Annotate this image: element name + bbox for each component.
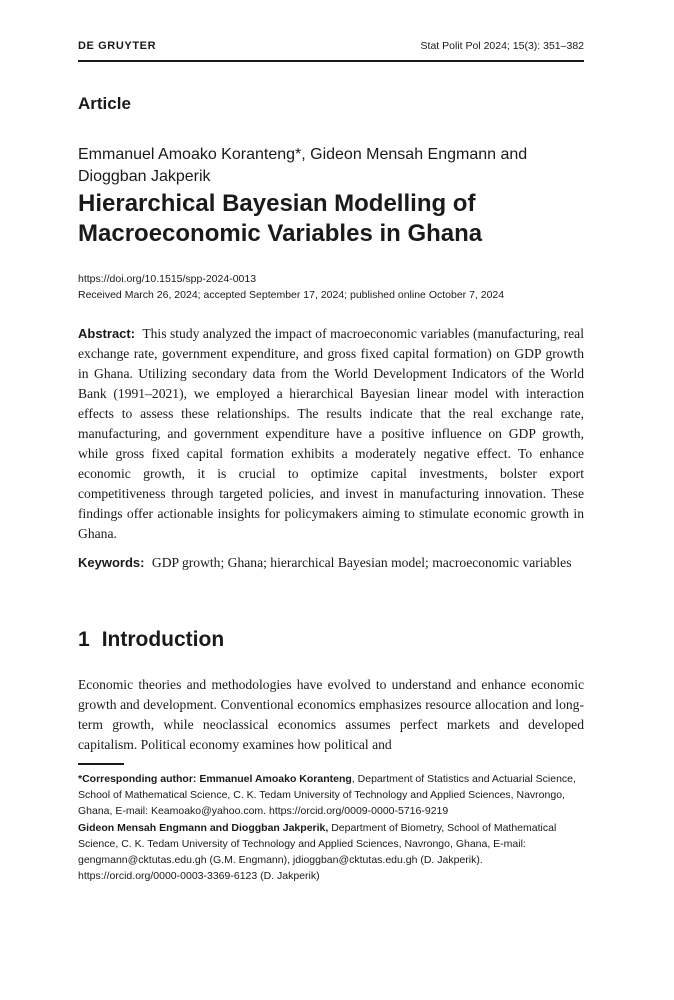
abstract-label: Abstract: [78, 326, 136, 341]
footnote-divider [78, 763, 124, 765]
coauthors-label: Gideon Mensah Engmann and Dioggban Jakperik, [78, 821, 329, 834]
abstract [78, 324, 584, 544]
publication-dates: Received March 26, 2024; accepted September 17, 2024; published online October 7, 2024 [78, 289, 505, 301]
publisher-name: DE GRUYTER [78, 40, 157, 52]
article-type-label: Article [78, 94, 131, 113]
doi-link[interactable]: https://doi.org/10.1515/spp-2024-0013 [78, 273, 257, 285]
corresponding-author-details: , Department of Statistics and Actuarial Science, School of Mathematical Science, C. K. Tedam University of Technology and Applied Sciences, Navrongo, Ghana, E-mail: Keamoako@yahoo.com. https://orcid.org/0009-0000-5716-9219 [78, 773, 576, 818]
abstract-text: This study analyzed the impact of macroeconomic variables (manufacturing, real exchange rate, government expenditure, and gross fixed capital formation) on GDP growth in Ghana. Utilizing secondary data from the World Development Indicators of the World Bank (1991–2021), we employed a hierarchical Bayesian linear model with interaction effects to assess these relationships. The results indicate that the real exchange rate, manufacturing, and government expenditure have a positive influence on GDP growth, while gross fixed capital formation exhibits a moderately negative effect. To enhance economic growth, it is crucial to optimize capital investments, bolster export competitiveness through targeted policies, and invest in manufacturing innovation. These findings offer actionable insights for policymakers aiming to stimulate economic growth in Ghana. [78, 326, 584, 541]
title-line-1: Hierarchical Bayesian Modelling of [78, 190, 476, 217]
coauthors-note [78, 820, 584, 885]
journal-citation: Stat Polit Pol 2024; 15(3): 351–382 [420, 40, 584, 52]
section-heading [78, 628, 224, 652]
keywords [78, 553, 584, 573]
article-title [78, 189, 584, 249]
running-header [78, 40, 584, 62]
article-metadata [78, 271, 584, 303]
coauthors-details: Department of Biometry, School of Mathematical Science, C. K. Tedam University of Technology and Applied Sciences, Navrongo, Ghana, E-mail: gengmann@cktutas.edu.gh (G.M. Engmann), jdioggban@cktutas.edu.gh (D. Jakperik). https://orcid.org/0000-0003-3369-6123 (D. Jakperik) [78, 821, 557, 883]
keywords-label: Keywords: [78, 555, 145, 570]
section-title: Introduction [101, 628, 225, 651]
footnotes [78, 771, 584, 884]
keywords-text: GDP growth; Ghana; hierarchical Bayesian model; macroeconomic variables [151, 555, 572, 570]
title-line-2: Macroeconomic Variables in Ghana [78, 220, 483, 247]
intro-paragraph: Economic theories and methodologies have evolved to understand and enhance economic growth and development. Conventional economics emphasizes resource allocation and long-term growth, while neoclassical economics assumes perfect markets and developed capitalism. Political economy examines how political and [78, 677, 584, 752]
corresponding-author-note [78, 771, 584, 820]
author-list: Emmanuel Amoako Koranteng*, Gideon Mensah Engmann and Dioggban Jakperik [78, 146, 528, 185]
section-number: 1 [78, 628, 90, 651]
corresponding-author-label: *Corresponding author: Emmanuel Amoako Koranteng [78, 773, 352, 785]
